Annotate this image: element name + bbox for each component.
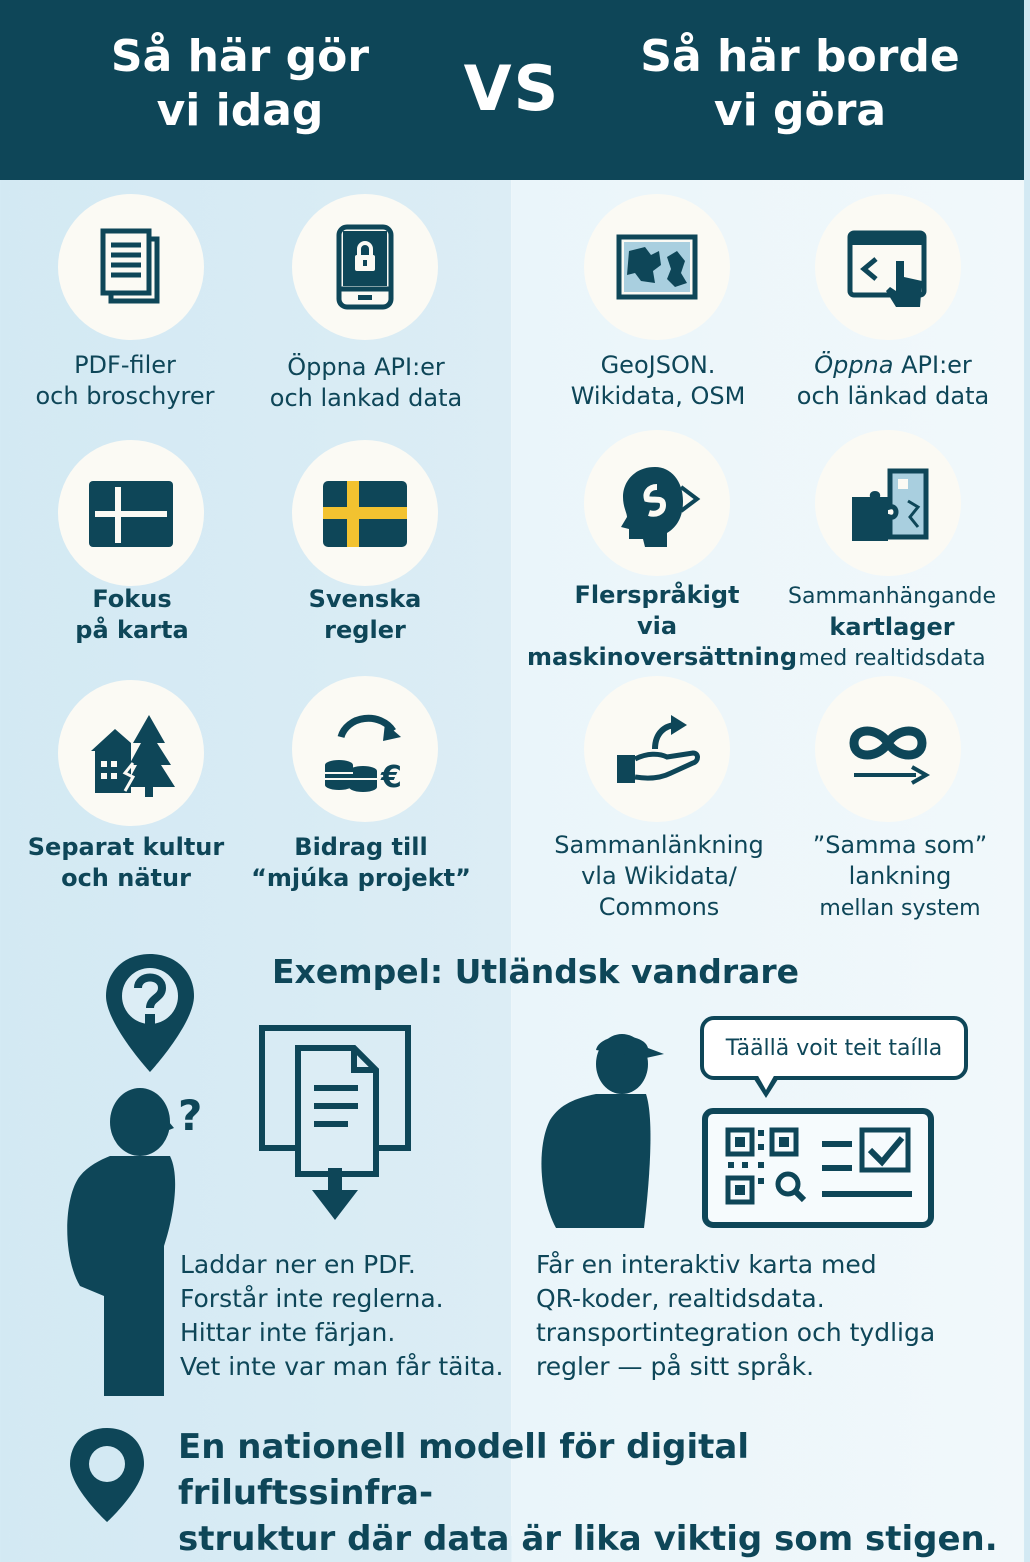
left-card-1-label: PDF-filer och broschyrer — [35, 351, 215, 410]
svg-text:€: € — [381, 760, 402, 795]
right-card-2-label — [763, 350, 1023, 412]
map-cross-icon — [58, 440, 204, 586]
right-card-6-label — [770, 830, 1030, 924]
future-experience-text: Får en interaktiv karta med QR-koder, realtidsdata. transportintegration och tydliga regler — på sitt språk. — [536, 1250, 936, 1381]
right-card-4-label — [762, 582, 1022, 674]
documents-icon — [58, 194, 204, 340]
map-puzzle-icon — [584, 194, 730, 340]
current-approach-title: Så här gör vi idag — [110, 31, 370, 136]
coins-euro-icon — [292, 676, 438, 822]
right-card-4-label-line1: Sammanhängande — [788, 584, 996, 609]
right-card-2-label-rest: API:er — [893, 351, 972, 379]
left-card-2-label: Öppna API:er och lankad data — [269, 353, 463, 412]
left-card-5-label: Separat kultur och nätur — [27, 833, 225, 892]
code-touch-icon — [815, 194, 961, 340]
infinity-arrow-icon — [815, 676, 961, 822]
speech-bubble-tail-fill — [757, 1074, 775, 1090]
right-card-1-label: GeoJSON. Wikidata, OSM — [570, 351, 746, 410]
left-card-3-label: Fokus på karta — [75, 585, 189, 644]
head-translate-icon — [584, 430, 730, 576]
right-card-6-label-line2: lankning — [848, 862, 952, 890]
house-tree-icon — [58, 680, 204, 826]
current-experience-text: Laddar ner en PDF. Forstår inte reglerna. Hittar inte färjan. Vet inte var man får täita. — [180, 1250, 504, 1381]
finnish-speech-bubble: Täällä voit teit taílla — [700, 1016, 968, 1080]
hiker-with-cap-icon — [536, 1028, 666, 1228]
tablet-lock-icon — [292, 194, 438, 340]
example-title: Exempel: Utländsk vandrare — [272, 952, 800, 991]
svg-text:?: ? — [178, 1091, 203, 1140]
right-card-2-label-line2: och länkad data — [796, 382, 990, 410]
right-card-3-label: Flerspråkigt via maskinoversättning — [527, 581, 798, 671]
hand-share-icon — [584, 676, 730, 822]
right-card-6-label-line3: mellan system — [819, 896, 981, 921]
column-divider — [511, 180, 512, 1536]
right-card-4-label-line2: kartlager — [829, 613, 955, 641]
qr-info-card-icon — [702, 1108, 934, 1228]
right-card-2-label-italic: Öppna — [814, 351, 894, 379]
puzzle-layers-icon — [815, 430, 961, 576]
right-card-4-label-line3: med realtidsdata — [798, 646, 986, 671]
left-card-4-label: Svenska regler — [308, 585, 422, 644]
versus-label: VS — [463, 52, 561, 125]
document-download-icon — [258, 1024, 412, 1224]
right-card-6-label-line1: ”Samma som” — [812, 831, 988, 859]
future-approach-title: Så här borde vi göra — [640, 31, 960, 136]
footer-statement: En nationell modell för digital friluftssinfra- struktur där data är lika viktig som stigen. — [178, 1427, 998, 1559]
question-pin-icon — [100, 952, 200, 1077]
right-card-5-label: Sammanlänkning vla Wikidata/ Commons — [554, 831, 764, 921]
swedish-flag-icon — [292, 440, 438, 586]
header-banner — [0, 0, 1024, 180]
location-pin-icon — [62, 1424, 152, 1524]
left-card-6-label: Bidrag till “mjúka projekt” — [251, 833, 471, 892]
